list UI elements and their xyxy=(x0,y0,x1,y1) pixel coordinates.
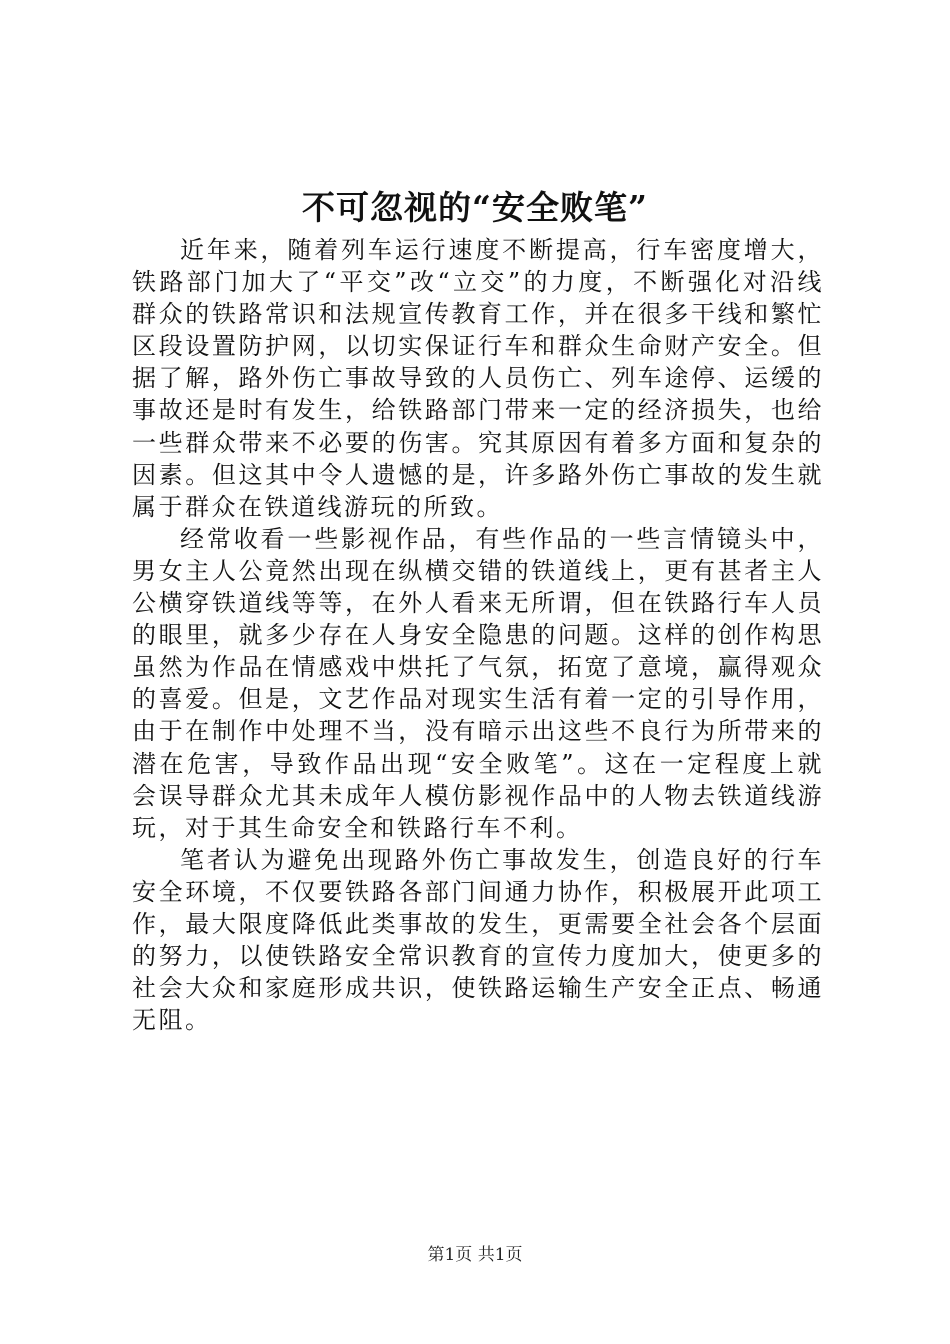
page-number-footer: 第1页 共1页 xyxy=(427,1245,523,1265)
paragraph-3: 笔者认为避免出现路外伤亡事故发生，创造良好的行车安全环境，不仅要铁路各部门间通力协作，积极展开此项工作，最大限度降低此类事故的发生，更需要全社会各个层面的努力，以使铁路安全常识教育的宣传力度加大，使更多的社会大众和家庭形成共识，使铁路运输生产安全正点、畅通无阻。 xyxy=(132,845,824,1035)
document-body xyxy=(132,234,824,1036)
paragraph-2: 经常收看一些影视作品，有些作品的一些言情镜头中，男女主人公竟然出现在纵横交错的铁道线上，更有甚者主人公横穿铁道线等等，在外人看来无所谓，但在铁路行车人员的眼里，就多少存在人身安全隐患的问题。这样的创作构思虽然为作品在情感戏中烘托了气氛，拓宽了意境，赢得观众的喜爱。但是，文艺作品对现实生活有着一定的引导作用，由于在制作中处理不当，没有暗示出这些不良行为所带来的潜在危害，导致作品出现“安全败笔”。这在一定程度上就会误导群众尤其未成年人模仿影视作品中的人物去铁道线游玩，对于其生命安全和铁路行车不利。 xyxy=(132,524,824,842)
document-title: 不可忽视的“安全败笔” xyxy=(302,188,648,227)
paragraph-1: 近年来，随着列车运行速度不断提高，行车密度增大，铁路部门加大了“平交”改“立交”的力度，不断强化对沿线群众的铁路常识和法规宣传教育工作，并在很多干线和繁忙区段设置防护网，以切实保证行车和群众生命财产安全。但据了解，路外伤亡事故导致的人员伤亡、列车途停、运缓的事故还是时有发生，给铁路部门带来一定的经济损失，也给一些群众带来不必要的伤害。究其原因有着多方面和复杂的因素。但这其中令人遗憾的是，许多路外伤亡事故的发生就属于群众在铁道线游玩的所致。 xyxy=(132,236,824,521)
